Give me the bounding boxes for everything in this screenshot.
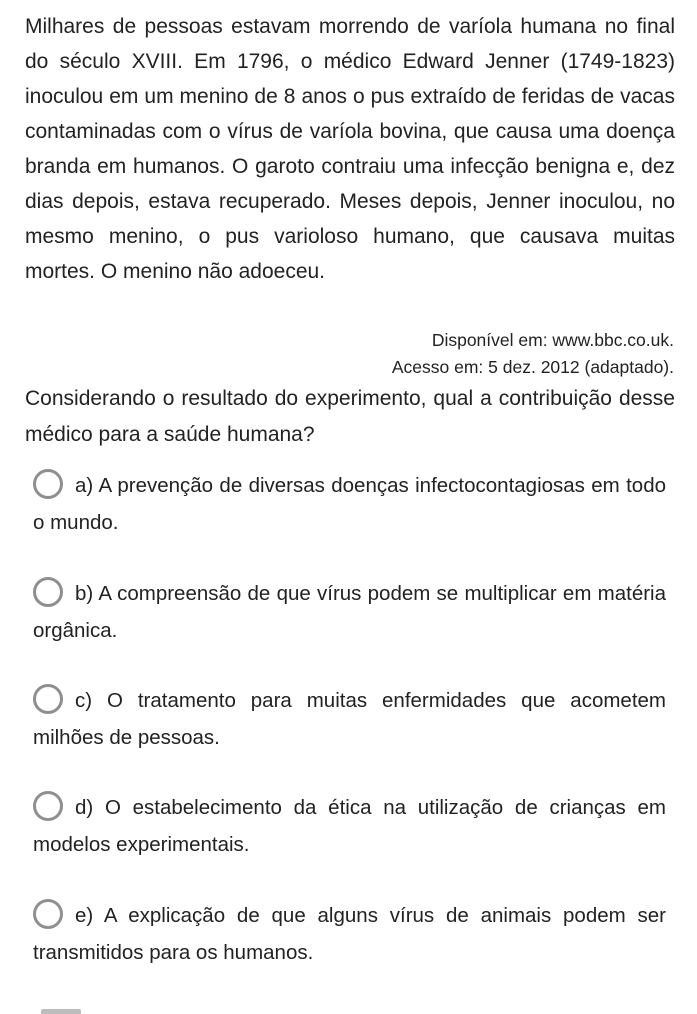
answer-option-d-label: d) O estabelecimento da ética na utilização de crianças em modelos experimentais. [33,796,666,856]
answer-option-b-label: b) A compreensão de que vírus podem se multiplicar em matéria orgânica. [33,582,666,642]
source-access-date: Acesso em: 5 dez. 2012 (adaptado). [391,357,674,377]
radio-button-d[interactable] [33,791,63,821]
answer-option-b[interactable] [33,575,666,649]
radio-button-a[interactable] [33,469,63,499]
answer-option-a-label: a) A prevenção de diversas doenças infectocontagiosas em todo o mundo. [33,474,666,534]
answer-option-a[interactable] [33,467,666,541]
question-prompt: Considerando o resultado do experimento, qual a contribuição desse médico para a saúde humana? [25,387,675,446]
source-available: Disponível em: www.bbc.co.uk. [431,330,674,350]
radio-button-c[interactable] [33,684,63,714]
answer-option-e[interactable] [33,897,666,971]
radio-button-b[interactable] [33,577,63,607]
next-element-edge [41,1009,81,1014]
answer-option-d[interactable] [33,789,666,863]
answer-option-c-label: c) O tratamento para muitas enfermidades que acometem milhões de pessoas. [33,689,666,749]
question-passage: Milhares de pessoas estavam morrendo de varíola humana no final do século XVIII. Em 1796, o médico Edward Jenner (1749-1823) inoculou em um menino de 8 anos o pus extraído de feridas de vacas contaminadas com o vírus de varíola bovina, que causa uma doença branda em humanos. O garoto contraiu uma infecção benigna e, dez dias depois, estava recuperado. Meses depois, Jenner inoculou, no mesmo menino, o pus varioloso humano, que causava muitas mortes. O menino não adoeceu. [25,15,675,283]
answer-option-c[interactable] [33,682,666,756]
answer-option-e-label: e) A explicação de que alguns vírus de animais podem ser transmitidos para os humanos. [33,904,666,964]
radio-button-e[interactable] [33,899,63,929]
